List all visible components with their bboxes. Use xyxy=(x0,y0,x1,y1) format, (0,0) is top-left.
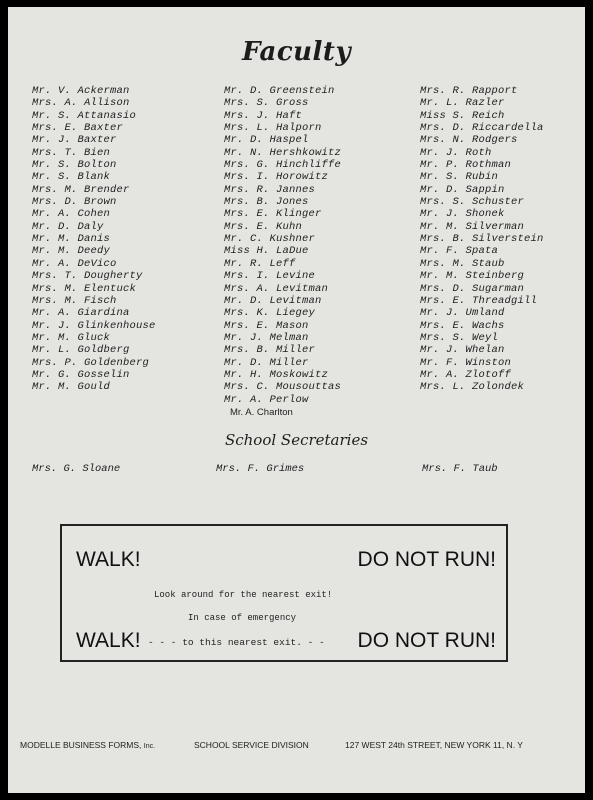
secretary-name: Mrs. F. Taub xyxy=(422,463,498,475)
faculty-name: Mrs. J. Haft xyxy=(224,109,303,122)
faculty-name: Mr. A. Cohen xyxy=(32,208,111,221)
page-title: Faculty xyxy=(241,37,352,67)
faculty-name: Mr. D. Daly xyxy=(32,220,104,233)
faculty-name: Mrs. D. Sugarman xyxy=(420,282,525,295)
faculty-name: Mr. M. Steinberg xyxy=(420,270,525,283)
faculty-name: Mr. P. Rothman xyxy=(420,159,512,172)
footer-company xyxy=(20,740,155,750)
company-suffix: Inc. xyxy=(143,743,156,750)
faculty-name: Mrs. K. Liegey xyxy=(224,307,316,320)
faculty-name: Mr. M. Gould xyxy=(32,381,111,394)
faculty-name: Mr. J. Glinkenhouse xyxy=(32,319,156,332)
faculty-name: Mrs. B. Silverstein xyxy=(420,233,544,246)
faculty-column-3 xyxy=(420,85,544,394)
notice-instruction: - - - to this nearest exit. - - xyxy=(148,637,325,648)
faculty-name: Mr. N. Hershkowitz xyxy=(224,146,342,159)
faculty-name: Mrs. P. Goldenberg xyxy=(32,356,150,369)
notice-instruction: In case of emergency xyxy=(188,613,297,623)
faculty-name: Mr. M. Silverman xyxy=(420,220,525,233)
faculty-name: Mrs. T. Bien xyxy=(32,146,111,159)
faculty-column-1 xyxy=(32,85,156,394)
faculty-name: Mr. F. Winston xyxy=(420,356,512,369)
footer-division: SCHOOL SERVICE DIVISION xyxy=(194,740,309,750)
faculty-name: Mr. J. Melman xyxy=(224,331,309,344)
faculty-name: Mr. F. Spata xyxy=(420,245,499,258)
faculty-name: Mrs. D. Brown xyxy=(32,196,117,209)
secretary-name: Mrs. F. Grimes xyxy=(216,463,305,475)
faculty-name: Mr. D. Levitman xyxy=(224,294,322,307)
walk-text: WALK! xyxy=(76,548,141,571)
faculty-name: Mr. D. Miller xyxy=(224,356,309,369)
company-name: MODELLE BUSINESS FORMS, xyxy=(20,740,142,750)
faculty-name: Mrs. D. Riccardella xyxy=(420,122,544,135)
faculty-name: Mr. S. Blank xyxy=(32,171,111,184)
faculty-name: Mr. G. Gosselin xyxy=(32,368,130,381)
faculty-name: Mrs. A. Allison xyxy=(32,97,130,110)
fire-safety-notice xyxy=(60,524,508,662)
faculty-name: Mr. J. Baxter xyxy=(32,134,117,147)
faculty-name: Mr. M. Deedy xyxy=(32,245,111,258)
faculty-name: Mrs. C. Mousouttas xyxy=(224,381,342,394)
faculty-name: Miss H. LaDue xyxy=(224,245,309,258)
document-page xyxy=(8,7,585,793)
faculty-name: Mrs. L. Zolondek xyxy=(420,381,525,394)
notice-instruction: Look around for the nearest exit! xyxy=(154,590,333,600)
faculty-name: Mrs. E. Baxter xyxy=(32,122,124,135)
faculty-name: Mr. L. Razler xyxy=(420,97,505,110)
faculty-name: Mr. A. DeVico xyxy=(32,257,117,270)
faculty-name: Mr. S. Bolton xyxy=(32,159,117,172)
faculty-name: Mrs. T. Dougherty xyxy=(32,270,143,283)
faculty-name: Mrs. I. Levine xyxy=(224,270,316,283)
faculty-name: Mrs. M. Staub xyxy=(420,257,505,270)
faculty-name: Mr. H. Moskowitz xyxy=(224,368,329,381)
faculty-name: Mrs. M. Fisch xyxy=(32,294,117,307)
faculty-name: Mr. M. Danis xyxy=(32,233,111,246)
faculty-name: Mrs. E. Kuhn xyxy=(224,220,303,233)
faculty-name: Mrs. R. Rapport xyxy=(420,85,518,97)
faculty-name: Mr. S. Attanasio xyxy=(32,109,137,122)
faculty-name: Mrs. I. Horowitz xyxy=(224,171,329,184)
faculty-name: Mrs. N. Rodgers xyxy=(420,134,518,147)
faculty-name: Mr. J. Roth xyxy=(420,146,492,159)
faculty-name: Mr. R. Leff xyxy=(224,257,296,270)
faculty-name: Mr. J. Shonek xyxy=(420,208,505,221)
faculty-name: Mrs. S. Gross xyxy=(224,97,309,110)
do-not-run-text: DO NOT RUN! xyxy=(357,629,496,652)
faculty-name: Mr. A. Giardina xyxy=(32,307,130,320)
faculty-name: Mr. D. Sappin xyxy=(420,183,505,196)
faculty-name: Mrs. E. Wachs xyxy=(420,319,505,332)
secretary-name: Mrs. G. Sloane xyxy=(32,463,121,475)
faculty-name: Mrs. B. Miller xyxy=(224,344,316,357)
faculty-name: Mr. V. Ackerman xyxy=(32,85,130,97)
faculty-name: Mrs. B. Jones xyxy=(224,196,309,209)
faculty-name: Mrs. M. Elentuck xyxy=(32,282,137,295)
faculty-name: Mrs. E. Klinger xyxy=(224,208,322,221)
faculty-name: Mr. A. Zlotoff xyxy=(420,368,512,381)
faculty-name: Mr. J. Umland xyxy=(420,307,505,320)
faculty-name: Mrs. G. Hinchliffe xyxy=(224,159,342,172)
faculty-name: Mrs. R. Jannes xyxy=(224,183,316,196)
faculty-name: Mrs. S. Schuster xyxy=(420,196,525,209)
faculty-name: Mrs. L. Halporn xyxy=(224,122,322,135)
faculty-name: Mr. L. Goldberg xyxy=(32,344,130,357)
faculty-name: Mrs. S. Weyl xyxy=(420,331,499,344)
faculty-extra-name: Mr. A. Charlton xyxy=(230,407,293,418)
footer-address: 127 WEST 24th STREET, NEW YORK 11, N. Y xyxy=(345,740,523,750)
faculty-name: Mr. J. Whelan xyxy=(420,344,505,357)
faculty-column-2 xyxy=(224,85,341,406)
secretaries-heading: School Secretaries xyxy=(224,431,369,449)
faculty-name: Mr. C. Kushner xyxy=(224,233,316,246)
do-not-run-text: DO NOT RUN! xyxy=(357,548,496,571)
faculty-name: Mrs. E. Mason xyxy=(224,319,309,332)
faculty-name: Mr. D. Greenstein xyxy=(224,85,335,97)
walk-text: WALK! xyxy=(76,629,141,652)
faculty-name: Mrs. M. Brender xyxy=(32,183,130,196)
faculty-name: Mrs. E. Threadgill xyxy=(420,294,538,307)
faculty-name: Mr. D. Haspel xyxy=(224,134,309,147)
faculty-name: Mr. S. Rubin xyxy=(420,171,499,184)
faculty-name: Miss S. Reich xyxy=(420,109,505,122)
faculty-name: Mr. M. Gluck xyxy=(32,331,111,344)
faculty-name: Mr. A. Perlow xyxy=(224,393,309,406)
faculty-name: Mrs. A. Levitman xyxy=(224,282,329,295)
